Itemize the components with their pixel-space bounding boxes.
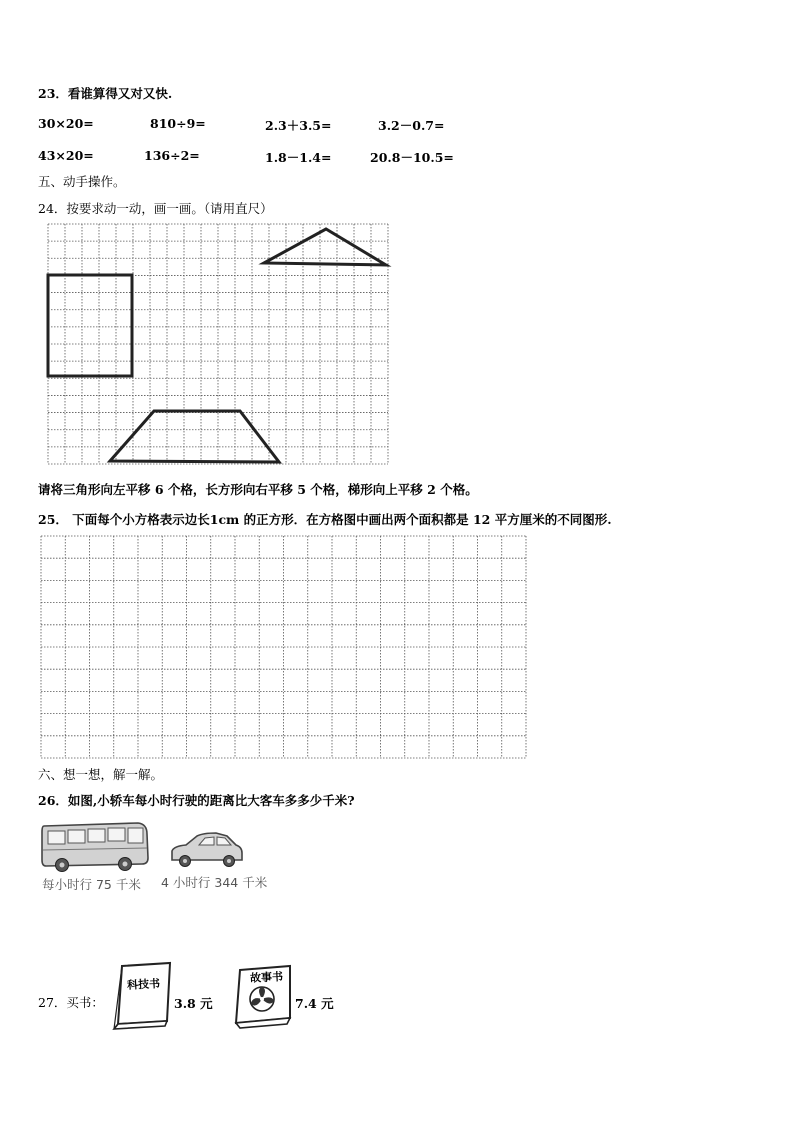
science-book-icon [114,963,170,1029]
q23-expr: 136÷2= [144,148,200,163]
q23-title: 23．看谁算得又对又快. [38,86,173,101]
q23-expr: 30×20= [38,116,94,131]
story-book-price: 7.4 元 [295,996,334,1011]
q23-expr: 43×20= [38,148,94,163]
story-book-title: 故事书 [249,970,284,985]
q23-expr: 20.8－10.5= [370,150,454,165]
q24-instruction: 请将三角形向左平移 6 个格，长方形向右平移 5 个格，梯形向上平移 2 个格。 [38,482,478,497]
q24-title: 24．按要求动一动，画一画。（请用直尺） [38,201,273,216]
bus-caption: 每小时行 75 千米 [42,877,141,892]
science-book-title: 科技书 [126,977,161,992]
q26-title: 26．如图,小轿车每小时行驶的距离比大客车多多少千米? [38,793,355,808]
section-six-heading: 六、想一想，解一解。 [38,767,164,782]
q23-expr: 2.3＋3.5= [265,118,332,133]
q25-title: 25． 下面每个小方格表示边长1cm 的正方形．在方格图中画出两个面积都是 12 平方厘米的不同图形. [38,512,612,527]
section-five-heading: 五、动手操作。 [38,174,126,189]
q27-label: 27．买书： [38,995,104,1010]
science-book-price: 3.8 元 [174,996,213,1011]
car-caption: 4 小时行 344 千米 [161,875,268,890]
q23-expr: 810÷9= [150,116,206,131]
q23-expr: 1.8－1.4= [265,150,332,165]
q23-expr: 3.2－0.7= [378,118,445,133]
